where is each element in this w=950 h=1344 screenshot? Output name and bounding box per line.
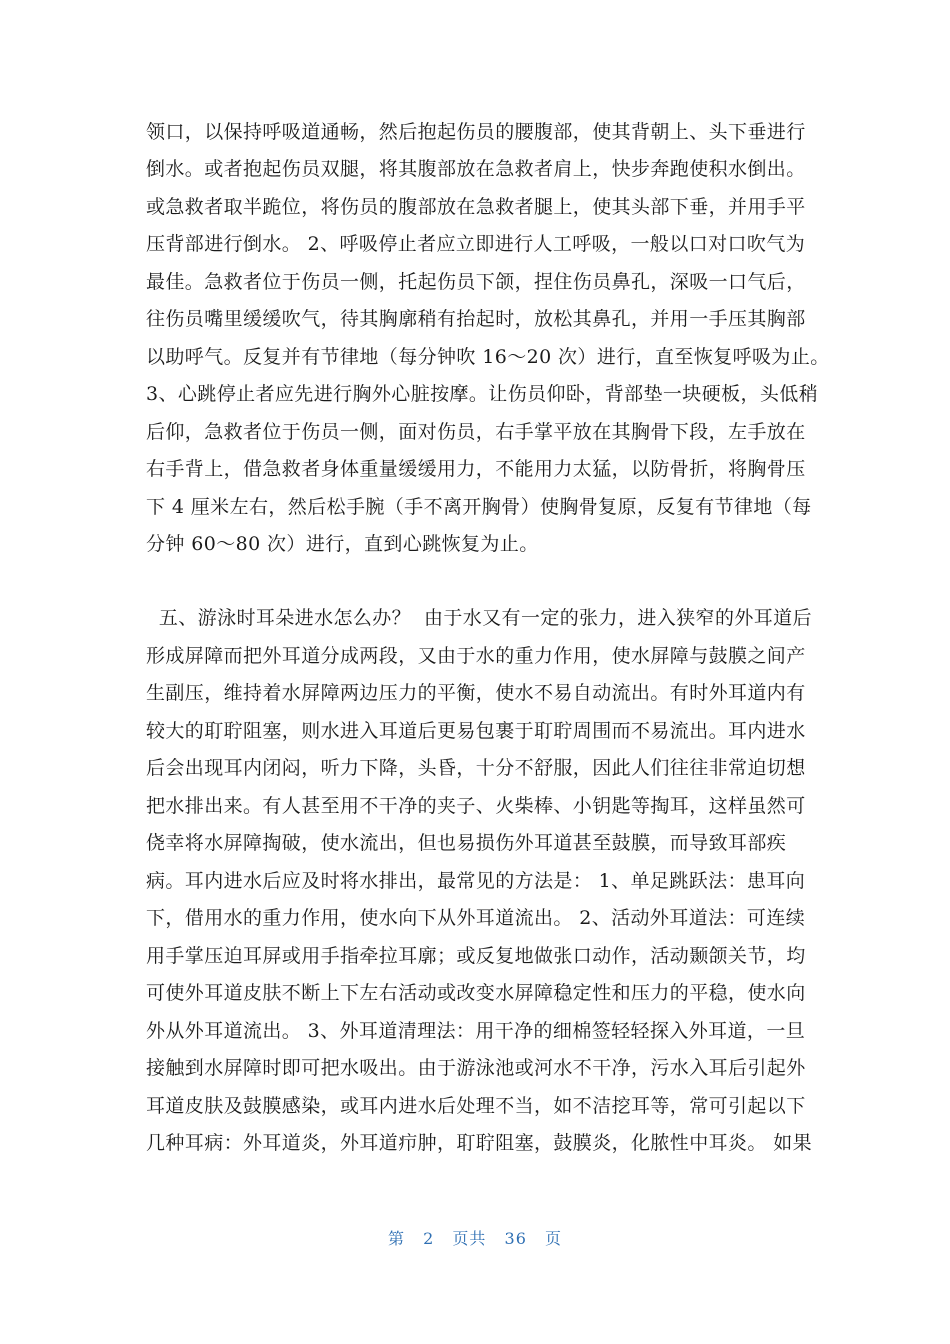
- page-footer: [0, 1226, 950, 1249]
- text-line: 病。耳内进水后应及时将水排出，最常见的方法是： 1、单足跳跃法：患耳向: [146, 870, 806, 892]
- footer-suffix: 页: [544, 1229, 562, 1248]
- text-line: 耳道皮肤及鼓膜感染，或耳内进水后处理不当，如不洁挖耳等，常可引起以下: [146, 1095, 806, 1117]
- text-line: 后仰，急救者位于伤员一侧，面对伤员，右手掌平放在其胸骨下段，左手放在: [146, 421, 806, 443]
- text-line: 3、心跳停止者应先进行胸外心脏按摩。让伤员仰卧，背部垫一块硬板，头低稍: [146, 383, 819, 405]
- text-line: 往伤员嘴里缓缓吹气，待其胸廓稍有抬起时，放松其鼻孔，并用一手压其胸部: [146, 308, 806, 330]
- footer-prefix: 第: [388, 1229, 406, 1248]
- text-line: 生副压，维持着水屏障两边压力的平衡，使水不易自动流出。有时外耳道内有: [146, 682, 806, 704]
- text-line: 可使外耳道皮肤不断上下左右活动或改变水屏障稳定性和压力的平稳，使水向: [146, 982, 806, 1004]
- text-line: 下 4 厘米左右，然后松手腕（手不离开胸骨）使胸骨复原，反复有节律地（每: [146, 496, 812, 518]
- text-line: 下，借用水的重力作用，使水向下从外耳道流出。 2、活动外耳道法：可连续: [146, 907, 806, 929]
- text-line: 领口，以保持呼吸道通畅，然后抱起伤员的腰腹部，使其背朝上、头下垂进行: [146, 121, 806, 143]
- total-pages: 36: [504, 1229, 527, 1248]
- text-line: 压背部进行倒水。 2、呼吸停止者应立即进行人工呼吸，一般以口对口吹气为: [146, 233, 806, 255]
- text-line: 分钟 60～80 次）进行，直到心跳恢复为止。: [146, 533, 539, 555]
- text-line: 后会出现耳内闭闷，听力下降，头昏，十分不舒服，因此人们往往非常迫切想: [146, 757, 806, 779]
- text-line: 最佳。急救者位于伤员一侧，托起伤员下颌，捏住伤员鼻孔，深吸一口气后，: [146, 271, 806, 293]
- section-heading-line: 五、游泳时耳朵进水怎么办？ 由于水又有一定的张力，进入狭窄的外耳道后: [146, 607, 812, 629]
- text-line: 外从外耳道流出。 3、外耳道清理法：用干净的细棉签轻轻探入外耳道，一旦: [146, 1020, 806, 1042]
- text-line: 以助呼气。反复并有节律地（每分钟吹 16～20 次）进行，直至恢复呼吸为止。: [146, 346, 830, 368]
- text-line: 倒水。或者抱起伤员双腿，将其腹部放在急救者肩上，快步奔跑使积水倒出。: [146, 158, 806, 180]
- text-line: 把水排出来。有人甚至用不干净的夹子、火柴棒、小钥匙等掏耳，这样虽然可: [146, 795, 806, 817]
- text-line: 用手掌压迫耳屏或用手指牵拉耳廓；或反复地做张口动作，活动颞颌关节，均: [146, 945, 806, 967]
- text-line: 形成屏障而把外耳道分成两段，又由于水的重力作用，使水屏障与鼓膜之间产: [146, 645, 806, 667]
- text-line: 几种耳病：外耳道炎，外耳道疖肿，耵聍阻塞，鼓膜炎，化脓性中耳炎。 如果: [146, 1132, 813, 1154]
- page-number: 2: [423, 1229, 435, 1248]
- text-line: 较大的耵聍阻塞，则水进入耳道后更易包裹于耵聍周围而不易流出。耳内进水: [146, 720, 806, 742]
- text-line: 或急救者取半跪位，将伤员的腹部放在急救者腿上，使其头部下垂，并用手平: [146, 196, 806, 218]
- text-line: 右手背上，借急救者身体重量缓缓用力，不能用力太猛，以防骨折，将胸骨压: [146, 458, 806, 480]
- footer-middle: 页共: [452, 1229, 487, 1248]
- text-line: 接触到水屏障时即可把水吸出。由于游泳池或河水不干净，污水入耳后引起外: [146, 1057, 806, 1079]
- text-line: 侥幸将水屏障掏破，使水流出，但也易损伤外耳道甚至鼓膜，而导致耳部疾: [146, 832, 787, 854]
